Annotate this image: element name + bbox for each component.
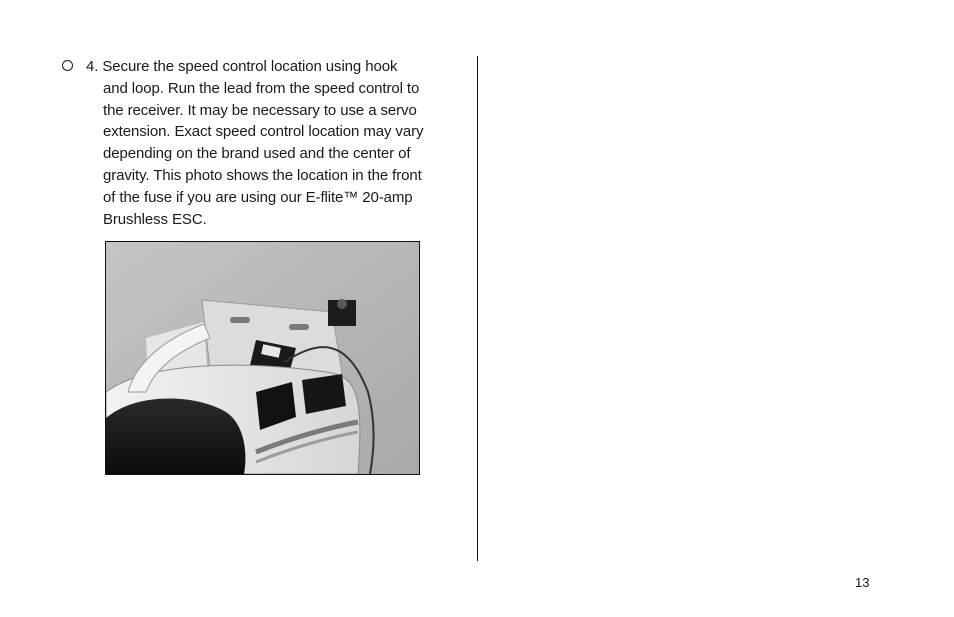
step-text-line-3: the receiver. It may be necessary to use a servo xyxy=(103,101,417,119)
esc-location-photo xyxy=(105,241,420,475)
step-first-line xyxy=(62,56,442,78)
step-text-line-7: of the fuse if you are using our E-flite™ 20-amp xyxy=(103,188,413,206)
step-text-line-1: Secure the speed control location using hook xyxy=(102,58,398,75)
step-checkbox-icon[interactable] xyxy=(62,60,73,71)
step-text-line-6: gravity. This photo shows the location in the front xyxy=(103,166,422,184)
step-text-line-5: depending on the brand used and the center of xyxy=(103,145,411,163)
step-number: 4. xyxy=(86,58,99,75)
page-number: 13 xyxy=(855,575,870,590)
column-divider xyxy=(477,56,478,561)
fuselage-esc-illustration xyxy=(106,242,419,474)
step-text-line-4: extension. Exact speed control location may vary xyxy=(103,123,424,141)
step-text-line-2: and loop. Run the lead from the speed control to xyxy=(103,79,420,97)
instruction-step-4 xyxy=(62,56,442,230)
step-text-line-8: Brushless ESC. xyxy=(103,210,207,228)
